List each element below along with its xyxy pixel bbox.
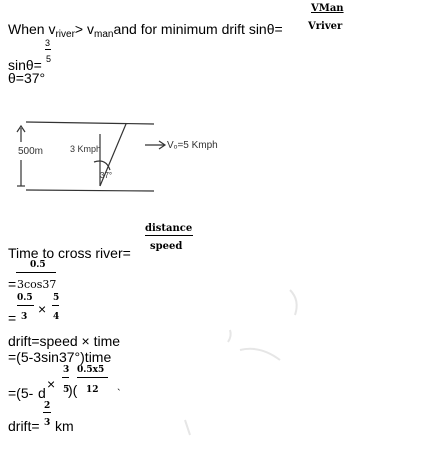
drift-calc-part1: =(5-	[8, 385, 34, 401]
time-fraction-numerator: distance	[145, 223, 193, 234]
river-top-bank	[26, 122, 154, 124]
angle-label: 37°	[100, 171, 113, 180]
condition-rest: and for minimum drift sinθ=	[113, 21, 283, 37]
time-line-prefix: Time to cross river=	[8, 245, 131, 261]
background-scribbles	[170, 270, 420, 470]
river-subscript: river	[55, 29, 75, 40]
man-speed-label: 3 Kmph	[70, 144, 102, 154]
drift-calc-numerator: 0.5x5	[77, 365, 105, 375]
step2-times: ×	[38, 301, 47, 317]
condition-prefix: When v	[8, 21, 56, 37]
drift-calc-denominator: 12	[86, 385, 99, 395]
time-fraction-denominator: speed	[150, 241, 183, 252]
step1-denominator: 3cos37	[17, 278, 57, 291]
result-denominator: 3	[44, 418, 51, 428]
sin-value-prefix: sinθ=	[8, 57, 42, 73]
sin-fraction-denominator: Vriver	[308, 21, 343, 32]
river-diagram	[14, 120, 254, 198]
drift-calc-three: 3	[63, 365, 70, 375]
drift-calc-paren: )(	[68, 382, 78, 398]
step2-numerator-2: 5	[53, 293, 60, 303]
result-unit: km	[55, 418, 74, 434]
drift-calc-bar-1	[62, 377, 69, 378]
sin-fraction-numerator: VMan	[311, 3, 344, 14]
drift-calc-five: 5	[63, 385, 70, 395]
drift-expression: =(5-3sin37°)time	[8, 349, 112, 365]
theta-value: θ=37°	[8, 70, 46, 86]
river-speed-label: Vₒ=5 Kmph	[167, 140, 218, 151]
step2-denominator-2: 4	[53, 312, 60, 322]
width-label: 500m	[18, 146, 44, 157]
result-numerator: 2	[44, 401, 51, 411]
result-prefix: drift=	[8, 418, 40, 434]
step2-prefix: =	[8, 310, 17, 326]
man-subscript: man	[94, 29, 114, 40]
result-bar	[43, 412, 51, 413]
drift-calc-times: ×	[47, 376, 56, 392]
step1-bar	[16, 272, 56, 273]
step2-bar-2	[52, 305, 59, 306]
sin-value-denominator: 5	[46, 54, 52, 64]
step2-denominator-1: 3	[21, 312, 28, 322]
step2-numerator-1: 0.5	[17, 293, 33, 303]
step1-prefix: =	[8, 276, 17, 292]
river-bottom-bank	[26, 190, 154, 191]
sin-value-numerator: 3	[45, 38, 51, 48]
gt-text: > v	[74, 21, 94, 37]
drift-calc-tick: `	[117, 388, 121, 400]
step2-bar-1	[17, 305, 34, 306]
time-fraction-bar	[145, 235, 193, 236]
drift-calc-d: d	[38, 385, 46, 401]
drift-calc-bar-2	[77, 377, 108, 378]
drift-definition: drift=speed × time	[8, 333, 121, 349]
sin-fraction-bar	[45, 49, 51, 50]
step1-numerator: 0.5	[30, 260, 46, 270]
